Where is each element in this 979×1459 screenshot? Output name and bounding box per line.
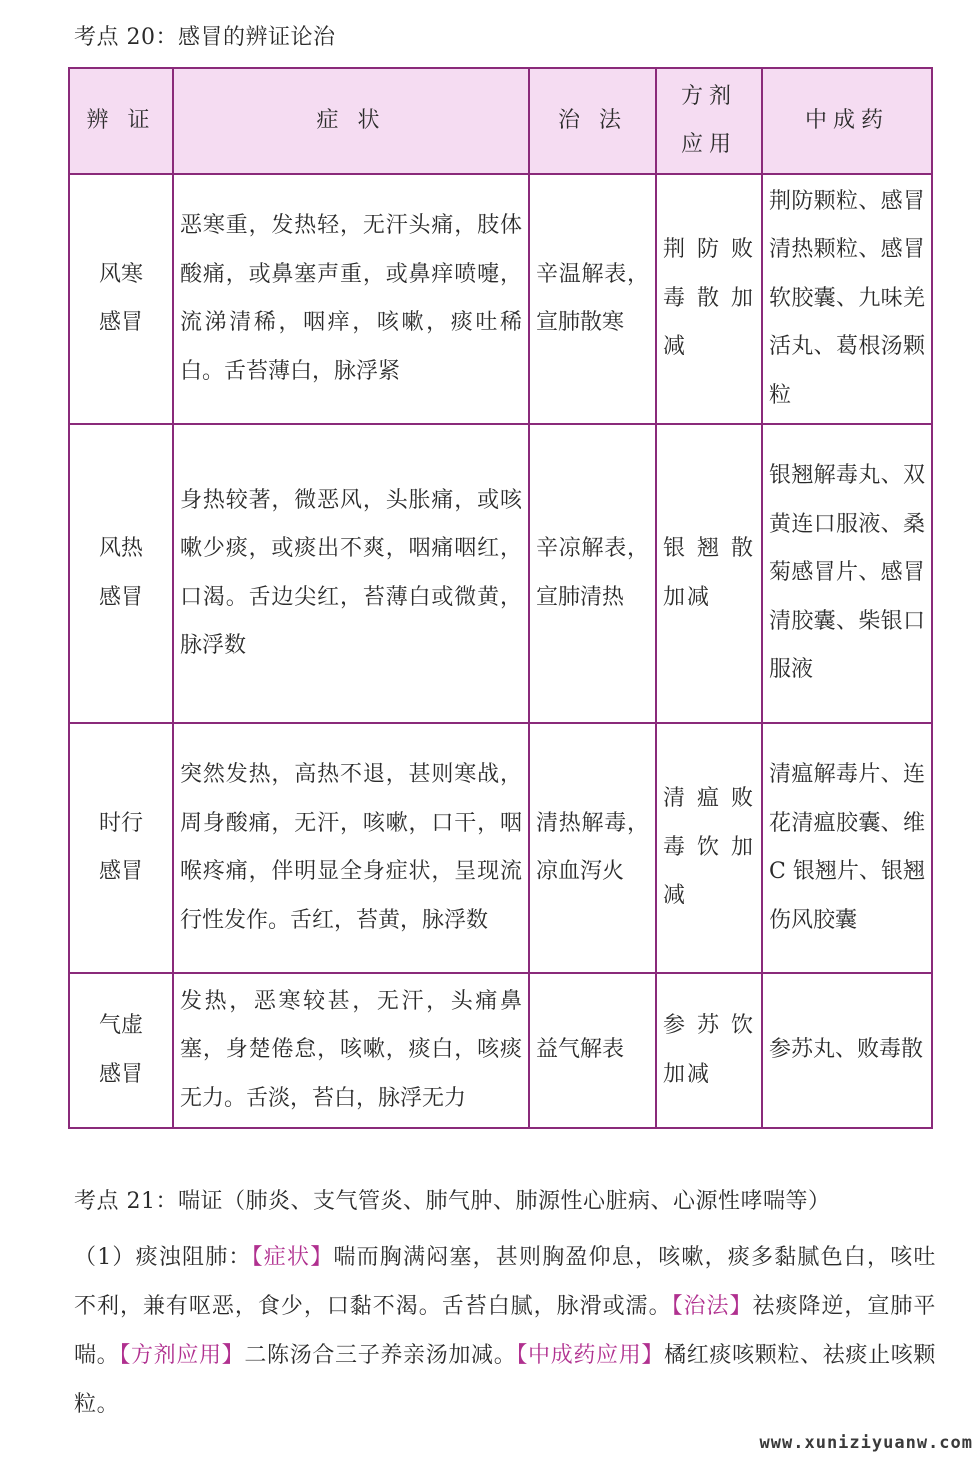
pattern-line2: 感冒 [98,584,143,610]
header-formula-line1: 方剂 [680,83,737,109]
pattern-line1: 风热 [98,536,143,561]
method-cell: 益气解表 [529,973,656,1128]
table-row [69,973,932,1128]
table-row [69,723,932,973]
formula-cell: 银翘散加减 [656,424,762,723]
medicine-cell: 清瘟解毒片、连花清瘟胶囊、维 C 银翘片、银翘伤风胶囊 [762,723,932,973]
formula-cell: 清瘟败毒饮加减 [656,723,762,973]
header-method: 治 法 [529,68,656,174]
section-heading-20: 考点 20：感冒的辨证论治 [74,25,336,50]
section-21-paragraph [74,1233,936,1429]
header-formula [656,68,762,174]
header-pattern: 辨 证 [69,68,173,174]
syndrome-table [68,67,933,1129]
medicine-cell: 荆防颗粒、感冒清热颗粒、感冒软胶囊、九味羌活丸、葛根汤颗粒 [762,174,932,424]
para-method: 祛痰降逆，宣肺平喘。 [74,1294,936,1368]
para-symptom: 喘而胸满闷塞，甚则胸盈仰息，咳嗽，痰多黏腻色白，咳吐不利，兼有呕恶，食少，口黏不渴。舌苔白腻，脉滑或濡。 [74,1245,936,1319]
method-cell: 辛凉解表，宣肺清热 [529,424,656,723]
para-formula: 二陈汤合三子养亲汤加减。 [244,1343,517,1368]
table-row [69,424,932,723]
symptom-cell: 发热，恶寒较甚，无汗，头痛鼻塞，身楚倦怠，咳嗽，痰白，咳痰无力。舌淡，苔白，脉浮无力 [173,973,529,1128]
symptom-cell: 突然发热，高热不退，甚则寒战，周身酸痛，无汗，咳嗽，口干，咽喉疼痛，伴明显全身症状，呈现流行性发作。舌红，苔黄，脉浮数 [173,723,529,973]
symptom-cell: 恶寒重，发热轻，无汗头痛，肢体酸痛，或鼻塞声重，或鼻痒喷嚏，流涕清稀，咽痒，咳嗽，痰吐稀白。舌苔薄白，脉浮紧 [173,174,529,424]
pattern-line1: 气虚 [98,1013,143,1038]
watermark: www.xuniziyuanw.com [759,1433,973,1453]
pattern-cell [69,723,173,973]
pattern-line2: 感冒 [98,859,143,884]
pattern-cell [69,424,173,723]
table-row [69,174,932,424]
formula-cell: 荆防败毒散加减 [656,174,762,424]
symptom-cell: 身热较著，微恶风，头胀痛，或咳嗽少痰，或痰出不爽，咽痛咽红，口渴。舌边尖红，苔薄白或微黄，脉浮数 [173,424,529,723]
header-medicine: 中成药 [762,68,932,174]
tag-formula: 【方剂应用】 [119,1343,245,1368]
tag-method: 【治法】 [671,1294,753,1319]
pattern-line1: 风寒 [98,261,143,287]
method-cell: 辛温解表，宣肺散寒 [529,174,656,424]
pattern-cell [69,973,173,1128]
tag-medicine: 【中成药应用】 [516,1343,665,1368]
pattern-line2: 感冒 [98,1061,143,1087]
pattern-line2: 感冒 [98,310,143,335]
section-heading-21: 考点 21：喘证（肺炎、支气管炎、肺气肿、肺源性心脏病、心源性哮喘等） [74,1189,831,1214]
medicine-cell: 参苏丸、败毒散 [762,973,932,1128]
medicine-cell: 银翘解毒丸、双黄连口服液、桑菊感冒片、感冒清胶囊、柴银口服液 [762,424,932,723]
pattern-line1: 时行 [98,810,143,836]
pattern-cell [69,174,173,424]
method-cell: 清热解毒，凉血泻火 [529,723,656,973]
header-symptom: 症 状 [173,68,529,174]
formula-cell: 参苏饮加减 [656,973,762,1128]
para-prefix: （1）痰浊阻肺： [74,1245,252,1270]
header-formula-line2: 应用 [680,132,737,157]
para-medicine: 橘红痰咳颗粒、祛痰止咳颗粒。 [74,1343,937,1417]
tag-symptom: 【症状】 [251,1245,334,1270]
table-header-row [69,68,932,174]
